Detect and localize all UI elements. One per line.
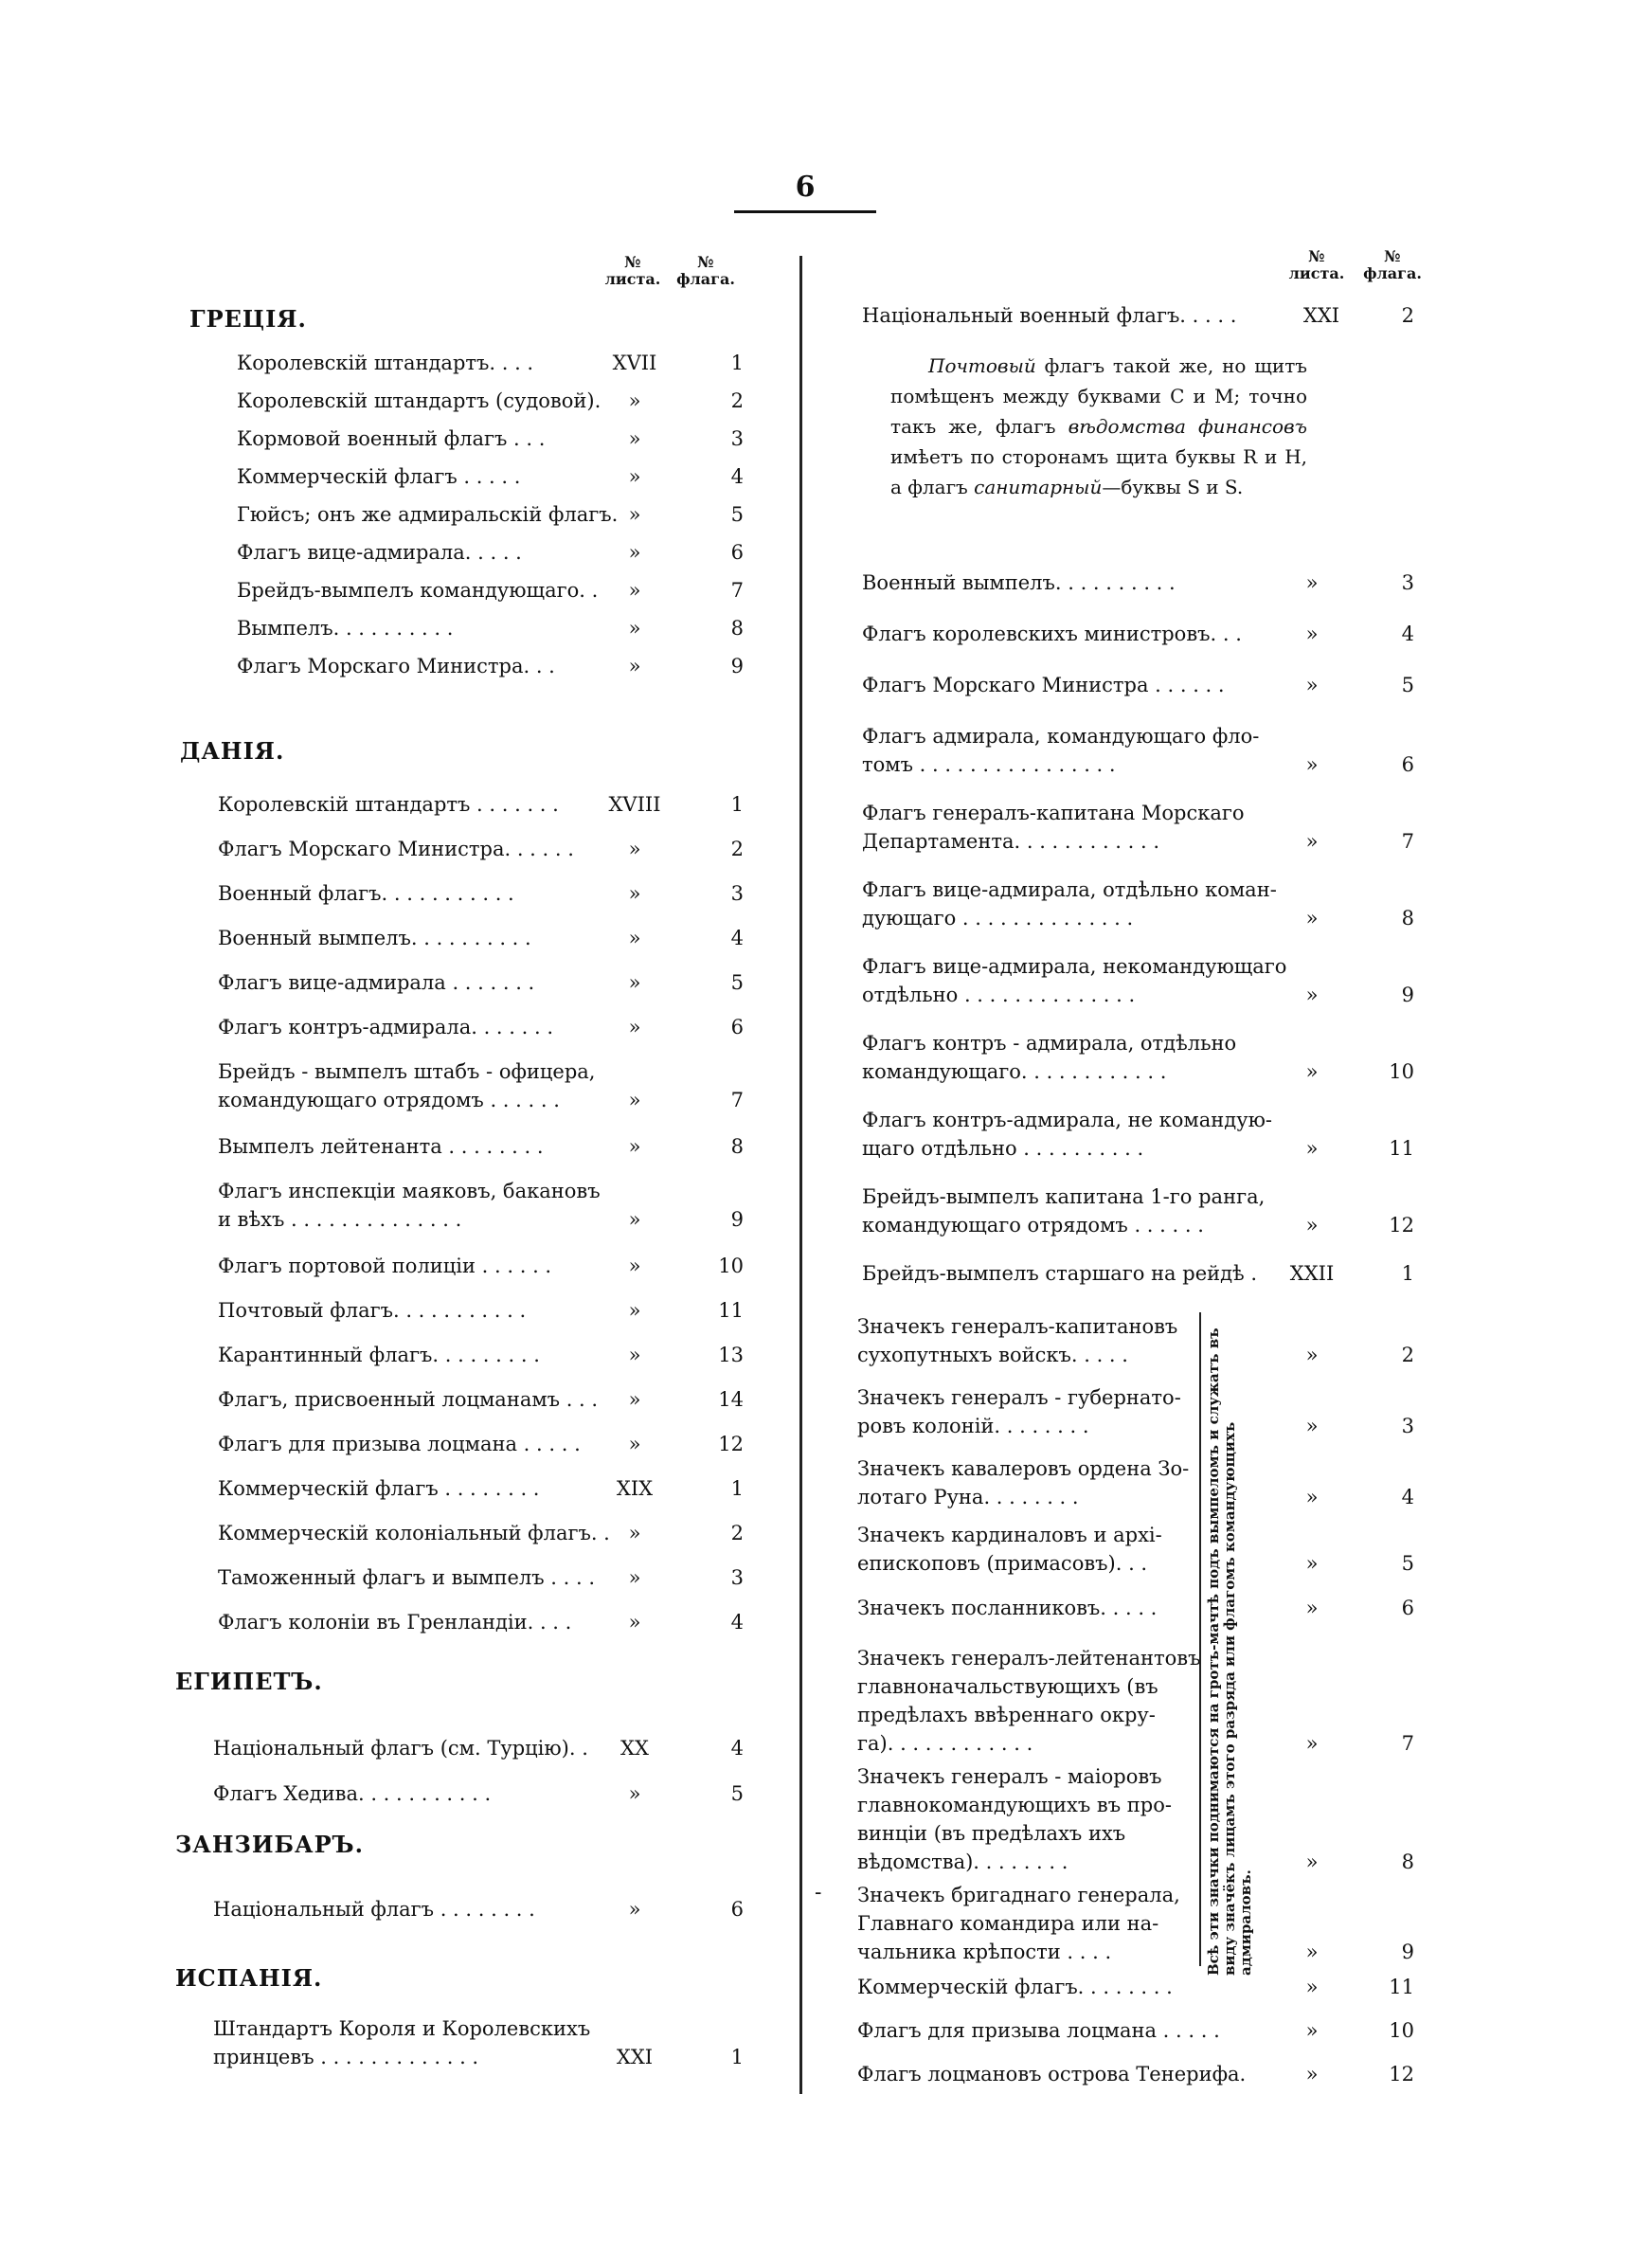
flag-number: 2 [730,389,744,412]
entry-label: Штандартъ Короля и Королевскихъ принцевъ . . . . . . . . . . . . . [213,2017,591,2068]
flag-number: 5 [730,1782,744,1805]
entry-label: Значекъ кардиналовъ и архі- епископовъ (примасовъ). . . [857,1524,1162,1575]
insignia-brace [1194,1312,1201,1966]
flag-number: 1 [730,352,744,374]
flag-number: 9 [1401,1941,1414,1963]
sheet-number: » [628,389,641,412]
section-title-greece: ГРЕЦІЯ. [189,305,307,333]
sheet-number: » [1305,2063,1319,2085]
flag-number: 12 [718,1433,744,1455]
flag-number: 7 [730,1089,744,1111]
note-text-2: имѣетъ по сторонамъ щита буквы R и H, а флагъ [890,445,1307,498]
flag-number: 8 [1401,1851,1414,1873]
entry-label: Военный флагъ. . . . . . . . . . . [218,882,514,905]
sheet-number: » [1305,753,1319,776]
flag-number: 13 [718,1344,744,1366]
sheet-number: » [1305,1552,1319,1575]
entry-label: Военный вымпелъ. . . . . . . . . . [862,571,1176,594]
flag-number: 1 [730,793,744,816]
entry-label: Флагъ вице-адмирала, отдѣльно коман- дующаго . . . . . . . . . . . . . . [862,878,1277,930]
flag-number: 12 [1389,1214,1414,1237]
note-text-3: —буквы S и S. [1102,476,1244,498]
flag-number: 9 [730,655,744,677]
flag-number: 3 [730,882,744,905]
sheet-number: » [628,1433,641,1455]
sheet-number: » [628,1016,641,1038]
sheet-number: » [628,1522,641,1544]
flag-number: 3 [1401,571,1414,594]
entry-label: Флагъ контръ-адмирала, не командую- щаго отдѣльно . . . . . . . . . . [862,1109,1272,1160]
sheet-number: XXI [616,2046,654,2068]
flag-number: 2 [730,1522,744,1544]
section-title-egypt: ЕГИПЕТЪ. [175,1668,323,1695]
section-title-denmark: ДАНІЯ. [180,737,285,765]
entry-label: Карантинный флагъ. . . . . . . . . [218,1344,540,1366]
sheet-number: » [628,1299,641,1322]
flag-number: 5 [730,503,744,526]
flag-number: 4 [730,1737,744,1760]
sheet-number: » [628,1135,641,1158]
flag-number: 6 [730,1016,744,1038]
insignia-vertical-note: Всѣ эти значки поднимаются на гротъ-мачтѣ подъ вымпеломъ и служатъ въ виду значёкъ лицамъ этого разряда или флагомъ командующихъ адмираловъ. [1205,1327,1254,1976]
flag-number: 4 [730,927,744,949]
entry-label: Флагъ генералъ-капитана Морскаго Департамента. . . . . . . . . . . . [862,802,1245,853]
flag-number: 12 [1389,2063,1414,2085]
entry-label: Флагъ портовой полиціи . . . . . . [218,1255,552,1277]
flag-number: 2 [730,838,744,860]
entry-label: Значекъ генералъ - губернато- ровъ колоній. . . . . . . . [857,1386,1181,1437]
sheet-number: » [628,882,641,905]
sheet-number: » [1305,830,1319,853]
sheet-number: » [1305,1486,1319,1508]
entry-label: Коммерческій колоніальный флагъ. . [218,1522,610,1544]
section-title-spain: ИСПАНІЯ. [175,1964,323,1992]
flag-number: 10 [1389,2019,1414,2042]
sheet-number: » [1305,907,1319,930]
sheet-number: » [1305,1214,1319,1237]
entry-label: Флагъ вице-адмирала. . . . . [237,541,522,564]
flag-number: 4 [1401,623,1414,645]
entry-label: Флагъ лоцмановъ острова Тенерифа. [857,2063,1247,2085]
entry-label: Почтовый флагъ. . . . . . . . . . . [218,1299,527,1322]
flag-number: 5 [1401,1552,1414,1575]
flag-number: 7 [730,579,744,602]
entry-label: Военный вымпелъ. . . . . . . . . . [218,927,531,949]
sheet-number: » [1305,1597,1319,1619]
entry-label: Флагъ для призыва лоцмана . . . . . [857,2019,1220,2042]
entry-label: Флагъ королевскихъ министровъ. . . [862,623,1242,645]
sheet-number: » [628,1388,641,1411]
flag-number: 8 [730,1135,744,1158]
entry-label: Гюйсъ; онъ же адмиральскій флагъ. [237,503,619,526]
sheet-number: » [628,1208,641,1231]
flag-number: 11 [1389,1137,1414,1160]
sheet-number: » [1305,623,1319,645]
sheet-number: » [628,1782,641,1805]
entry-label: Значекъ генералъ - маіоровъ главнокомандующихъ въ про- винціи (въ предѣлахъ ихъ вѣдомства). . . . . . . . [857,1765,1172,1873]
sheet-number: » [628,427,641,450]
sheet-number: » [1305,1976,1319,1998]
sheet-number: » [1305,571,1319,594]
flag-number: 1 [730,1477,744,1500]
entry-label: Вымпелъ. . . . . . . . . . [237,617,454,640]
flag-number: 4 [730,465,744,488]
flag-number: 3 [730,1566,744,1589]
sheet-header-right: № листа. [1288,247,1345,282]
entry-label: Королевскій штандартъ. . . . [237,352,534,374]
entry-label: Флагъ вице-адмирала, некомандующаго отдѣльно . . . . . . . . . . . . . . [862,955,1287,1006]
entry-label: Флагъ Морскаго Министра . . . . . . [862,674,1225,696]
margin-mark: - [815,1881,822,1905]
flag-number: 8 [730,617,744,640]
entry-label: Флагъ вице-адмирала . . . . . . . [218,971,535,994]
entry-label: Значекъ кавалеровъ ордена Зо- лотаго Руна. . . . . . . . [857,1457,1190,1508]
entry-label: Брейдъ-вымпелъ капитана 1-го ранга, командующаго отрядомъ . . . . . . [862,1185,1266,1237]
entry-label: Брейдъ-вымпелъ командующаго. . [237,579,599,602]
sheet-number: » [628,927,641,949]
entry-label: Брейдъ-вымпелъ старшаго на рейдѣ . [862,1262,1258,1285]
page-number-rule [734,210,876,213]
sheet-number: » [1305,674,1319,696]
sheet-number: XX [620,1737,649,1760]
flag-number: 1 [1401,1262,1414,1285]
flag-number: 3 [730,427,744,450]
entry-label: Значекъ бригаднаго генерала, Главнаго командира или на- чальника крѣпости . . . . [857,1884,1180,1963]
sheet-number: » [1305,984,1319,1006]
sheet-number: » [628,503,641,526]
entry-label: Значекъ генералъ-капитановъ сухопутныхъ войскъ. . . . . [857,1315,1178,1366]
flag-number: 9 [1401,984,1414,1006]
sheet-number: » [1305,1137,1319,1160]
flag-number: 10 [1389,1060,1414,1083]
sheet-number: » [1305,1941,1319,1963]
entry-label: Таможенный флагъ и вымпелъ . . . . [218,1566,596,1589]
flag-number: 14 [718,1388,744,1411]
entry-label: Флагъ для призыва лоцмана . . . . . [218,1433,581,1455]
sheet-number: » [628,1898,641,1921]
note-postal: Почтовый [928,354,1036,377]
section-title-zanzibar: ЗАНЗИБАРЪ. [175,1831,364,1858]
flag-number: 4 [730,1611,744,1634]
entry-label: Національный флагъ (см. Турцію). . [213,1737,588,1760]
sheet-number: » [1305,1060,1319,1083]
entry-label: Флагъ контръ-адмирала. . . . . . . [218,1016,553,1038]
sheet-number: » [628,838,641,860]
sheet-number: XVIII [608,793,661,816]
flag-number: 2 [1401,1344,1414,1366]
entry-label: Флагъ Морскаго Министра. . . [237,655,555,677]
sheet-number: » [628,465,641,488]
sheet-number: XXI [1302,304,1340,327]
flag-header-right: № флага. [1363,247,1422,282]
sheet-number: » [628,1089,641,1111]
sheet-number: » [628,1344,641,1366]
entry-label: Кормовой военный флагъ . . . [237,427,546,450]
sheet-number: » [1305,2019,1319,2042]
sheet-number: » [628,1611,641,1634]
postal-flag-note [890,351,1307,502]
flag-number: 6 [730,1898,744,1921]
entry-label: Флагъ контръ - адмирала, отдѣльно командующаго. . . . . . . . . . . . [862,1032,1237,1083]
flag-header: № флага. [676,253,735,288]
flag-number: 11 [1389,1976,1414,1998]
entry-label: Флагъ, присвоенный лоцманамъ . . . [218,1388,599,1411]
sheet-number: » [1305,1732,1319,1755]
flag-number: 6 [1401,1597,1414,1619]
entry-label: Вымпелъ лейтенанта . . . . . . . . [218,1135,544,1158]
sheet-number: » [1305,1344,1319,1366]
flag-number: 8 [1401,907,1414,930]
flag-number: 1 [730,2046,744,2068]
note-text-1: флагъ такой же, но щитъ помѣщенъ между буквами С и М; точно такъ же, флагъ [890,354,1307,438]
column-divider [799,256,802,2094]
entry-label: Флагъ колоніи въ Гренландіи. . . . [218,1611,572,1634]
entry-label: Флагъ Морскаго Министра. . . . . . [218,838,574,860]
entry-label: Королевскій штандартъ (судовой). [237,389,602,412]
entry-label: Коммерческій флагъ . . . . . . . . [218,1477,540,1500]
sheet-number: » [628,1255,641,1277]
sheet-number: XIX [616,1477,654,1500]
flag-number: 7 [1401,1732,1414,1755]
flag-number: 6 [730,541,744,564]
note-finance: вѣдомства финансовъ [1068,415,1307,438]
entry-label: Флагъ инспекціи маяковъ, бакановъ и вѣхъ . . . . . . . . . . . . . . [218,1180,601,1231]
page-number: 6 [795,171,816,204]
entry-label: Флагъ адмирала, командующаго фло- томъ . . . . . . . . . . . . . . . . [862,725,1260,776]
entry-label: Значекъ генералъ-лейтенантовъ главноначальствующихъ (въ предѣлахъ ввѣреннаго окру- га). . . . . . . . . . . . [857,1647,1201,1755]
sheet-number: » [628,971,641,994]
note-sanitary: санитарный [974,476,1103,498]
sheet-number: » [628,617,641,640]
sheet-number: XVII [612,352,657,374]
flag-number: 5 [1401,674,1414,696]
sheet-number: » [628,541,641,564]
sheet-header: № листа. [604,253,661,288]
entry-label: Флагъ Хедива. . . . . . . . . . . [213,1782,492,1805]
entry-label: Значекъ посланниковъ. . . . . [857,1597,1158,1619]
entry-label: Коммерческій флагъ. . . . . . . . [857,1976,1173,1998]
flag-number: 3 [1401,1415,1414,1437]
flag-number: 2 [1401,304,1414,327]
sheet-number: » [1305,1415,1319,1437]
sheet-number: » [628,655,641,677]
sheet-number: » [628,1566,641,1589]
flag-number: 7 [1401,830,1414,853]
entry-label: Національный военный флагъ. . . . . [862,304,1237,327]
entry-label: Королевскій штандартъ . . . . . . . [218,793,559,816]
flag-number: 6 [1401,753,1414,776]
sheet-number: XXII [1289,1262,1335,1285]
sheet-number: » [628,579,641,602]
flag-number: 11 [718,1299,744,1322]
entry-label: Національный флагъ . . . . . . . . [213,1898,535,1921]
sheet-number: » [1305,1851,1319,1873]
entry-label: Коммерческій флагъ . . . . . [237,465,521,488]
flag-number: 4 [1401,1486,1414,1508]
flag-number: 9 [730,1208,744,1231]
flag-number: 5 [730,971,744,994]
flag-number: 10 [718,1255,744,1277]
entry-label: Брейдъ - вымпелъ штабъ - офицера, командующаго отрядомъ . . . . . . [218,1060,596,1111]
